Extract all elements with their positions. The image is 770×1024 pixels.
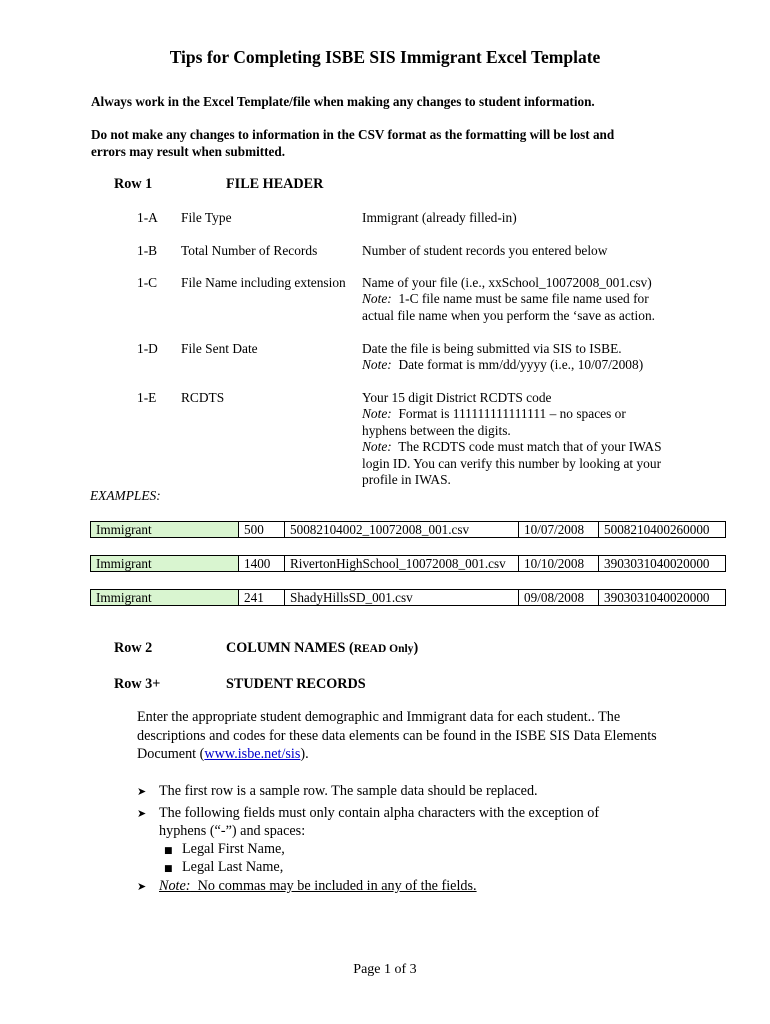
sub-bullet-text: Legal Last Name, bbox=[182, 859, 284, 875]
example-sent-date: 10/07/2008 bbox=[519, 522, 599, 537]
field-desc: login ID. You can verify this number by looking at your bbox=[362, 456, 662, 471]
examples-label: EXAMPLES: bbox=[90, 488, 161, 503]
example-record-count: 1400 bbox=[239, 556, 285, 571]
example-file-type: Immigrant bbox=[91, 556, 239, 571]
field-name: RCDTS bbox=[181, 390, 225, 405]
paragraph-text: Enter the appropriate student demographic and Immigrant data for each student.. The descriptions and codes for these data elements can be found in the ISBE SIS Data Elements Document ( bbox=[137, 709, 657, 762]
example-sent-date: 10/10/2008 bbox=[519, 556, 599, 571]
row2-heading-text: COLUMN NAMES ( bbox=[226, 640, 354, 656]
row2-label: Row 2 bbox=[114, 640, 153, 656]
example-rcdts: 3903031040020000 bbox=[604, 556, 710, 571]
page-number: Page 1 of 3 bbox=[353, 962, 417, 977]
field-name: Total Number of Records bbox=[181, 243, 318, 258]
example-row bbox=[90, 589, 726, 606]
field-code: 1-D bbox=[137, 341, 158, 356]
field-note: Note: 1-C file name must be same file name used for bbox=[362, 291, 649, 306]
field-code: 1-B bbox=[137, 243, 158, 258]
field-desc: Immigrant (already filled-in) bbox=[362, 210, 517, 225]
intro-instruction: Always work in the Excel Template/file when making any changes to student information. bbox=[91, 94, 595, 109]
bullet-text: The first row is a sample row. The sample data should be replaced. bbox=[159, 783, 538, 799]
example-file-name: 50082104002_10072008_001.csv bbox=[285, 522, 519, 537]
row3-heading: STUDENT RECORDS bbox=[226, 676, 366, 692]
sub-bullet-text: Legal First Name, bbox=[182, 841, 285, 857]
note-text: No commas may be included in any of the fields. bbox=[190, 878, 477, 894]
field-desc: Your 15 digit District RCDTS code bbox=[362, 390, 552, 405]
example-file-type: Immigrant bbox=[91, 522, 239, 537]
row2-heading-close: ) bbox=[413, 640, 419, 656]
row2-heading-readonly: READ Only bbox=[353, 643, 414, 655]
bullet-text: The following fields must only contain alpha characters with the exception of bbox=[159, 805, 600, 821]
bullet-item bbox=[137, 877, 146, 897]
field-desc: Number of student records you entered below bbox=[362, 243, 608, 258]
intro-warning-line2: errors may result when submitted. bbox=[91, 144, 286, 159]
field-note: Note: Date format is mm/dd/yyyy (i.e., 10/07/2008) bbox=[362, 357, 644, 372]
example-sent-date: 09/08/2008 bbox=[519, 590, 599, 605]
square-bullet-icon: ■ bbox=[164, 846, 173, 856]
example-file-name: RivertonHighSchool_10072008_001.csv bbox=[285, 556, 519, 571]
row3-label: Row 3+ bbox=[114, 676, 161, 692]
example-record-count: 500 bbox=[239, 522, 285, 537]
note-label: Note: bbox=[159, 878, 191, 894]
paragraph-text-end: ). bbox=[300, 746, 309, 762]
student-records-paragraph bbox=[137, 708, 657, 764]
field-desc: Date the file is being submitted via SIS to ISBE. bbox=[362, 341, 622, 356]
intro-warning-line1: Do not make any changes to information in the CSV format as the formatting will be lost and bbox=[91, 127, 615, 142]
bullet-note bbox=[159, 877, 477, 896]
field-name: File Sent Date bbox=[181, 341, 258, 356]
arrow-bullet-icon: ➤ bbox=[137, 785, 147, 798]
field-desc: Name of your file (i.e., xxSchool_10072008_001.csv) bbox=[362, 275, 652, 290]
document-title: Tips for Completing ISBE SIS Immigrant Excel Template bbox=[169, 47, 601, 67]
example-rcdts: 5008210400260000 bbox=[604, 522, 710, 537]
row1-label: Row 1 bbox=[114, 176, 153, 192]
isbe-sis-link[interactable]: www.isbe.net/sis bbox=[204, 746, 301, 762]
example-record-count: 241 bbox=[239, 590, 285, 605]
example-file-name: ShadyHillsSD_001.csv bbox=[285, 590, 519, 605]
arrow-bullet-icon: ➤ bbox=[137, 807, 147, 820]
field-note: Note: Format is 111111111111111 – no spaces or bbox=[362, 406, 626, 421]
bullet-item bbox=[137, 804, 146, 824]
field-note: Note: The RCDTS code must match that of your IWAS bbox=[362, 439, 662, 454]
row2-heading bbox=[226, 640, 418, 657]
sub-bullet-item bbox=[164, 858, 173, 879]
bullet-item bbox=[137, 782, 146, 802]
field-code: 1-A bbox=[137, 210, 158, 225]
arrow-bullet-icon: ➤ bbox=[137, 880, 147, 893]
field-desc: profile in IWAS. bbox=[362, 472, 451, 487]
example-row bbox=[90, 521, 726, 538]
bullet-text: hyphens (“-”) and spaces: bbox=[159, 823, 306, 839]
square-bullet-icon: ■ bbox=[164, 864, 173, 874]
field-name: File Name including extension bbox=[181, 275, 346, 290]
row1-heading: FILE HEADER bbox=[226, 176, 324, 192]
field-desc: actual file name when you perform the ‘save as action. bbox=[362, 308, 655, 323]
example-row bbox=[90, 555, 726, 572]
field-code: 1-C bbox=[137, 275, 158, 290]
field-desc: hyphens between the digits. bbox=[362, 423, 511, 438]
field-name: File Type bbox=[181, 210, 232, 225]
example-file-type: Immigrant bbox=[91, 590, 239, 605]
field-code: 1-E bbox=[137, 390, 157, 405]
example-rcdts: 3903031040020000 bbox=[604, 590, 710, 605]
